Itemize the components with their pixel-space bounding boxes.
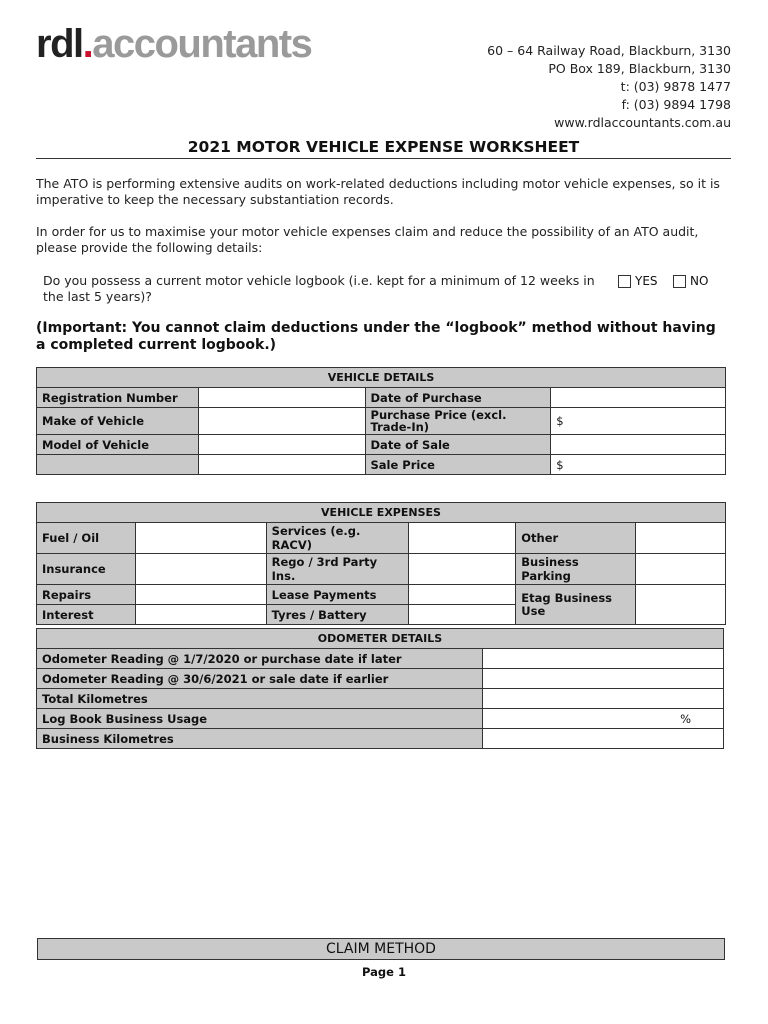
page-number: Page 1: [362, 965, 406, 979]
purchase-price-currency: $: [556, 414, 564, 428]
business-kilometres-field[interactable]: [483, 729, 724, 749]
model-of-vehicle-field[interactable]: [198, 435, 365, 455]
sale-price-label: Sale Price: [365, 455, 551, 475]
services-label: Services (e.g. RACV): [266, 523, 408, 554]
sale-price-field[interactable]: [551, 455, 726, 475]
make-of-vehicle-field[interactable]: [198, 408, 365, 435]
important-note: (Important: You cannot claim deductions under the “logbook” method without having a completed current logbook.): [36, 320, 716, 353]
sale-price-currency: $: [556, 457, 564, 472]
yes-label: YES: [635, 274, 658, 288]
lease-payments-field[interactable]: [408, 585, 516, 605]
registration-number-label: Registration Number: [37, 388, 199, 408]
registration-number-field[interactable]: [198, 388, 365, 408]
odometer-details-header: ODOMETER DETAILS: [37, 629, 724, 649]
intro-paragraph-2: In order for us to maximise your motor vehicle expenses claim and reduce the possibility of an ATO audit, please provide the following details:: [36, 224, 699, 255]
address-line-street: 60 – 64 Railway Road, Blackburn, 3130: [487, 43, 731, 58]
services-field[interactable]: [408, 523, 516, 554]
logbook-question: Do you possess a current motor vehicle logbook (i.e. kept for a minimum of 12 weeks in the last 5 years)?: [43, 273, 595, 304]
logbook-yes-checkbox[interactable]: [618, 274, 658, 288]
address-fax: f: (03) 9894 1798: [621, 97, 731, 112]
business-parking-label: Business Parking: [516, 554, 636, 585]
vehicle-details-header: VEHICLE DETAILS: [37, 368, 726, 388]
blank-label-cell: [37, 455, 199, 475]
fuel-oil-label: Fuel / Oil: [37, 523, 136, 554]
model-of-vehicle-label: Model of Vehicle: [37, 435, 199, 455]
address-phone: t: (03) 9878 1477: [620, 79, 731, 94]
date-of-purchase-field[interactable]: [551, 388, 726, 408]
insurance-field[interactable]: [135, 554, 266, 585]
fuel-oil-field[interactable]: [135, 523, 266, 554]
logo-dot: .: [82, 22, 93, 66]
vehicle-expenses-table: [36, 502, 726, 625]
date-of-purchase-label: Date of Purchase: [365, 388, 551, 408]
checkbox-box-icon[interactable]: [618, 275, 631, 288]
claim-method-header: CLAIM METHOD: [37, 938, 725, 960]
total-kilometres-field[interactable]: [483, 689, 724, 709]
company-logo: [36, 24, 311, 64]
make-of-vehicle-label: Make of Vehicle: [37, 408, 199, 435]
etag-business-use-label: Etag Business Use: [516, 585, 636, 625]
tyres-battery-field[interactable]: [408, 605, 516, 625]
total-kilometres-label: Total Kilometres: [37, 689, 483, 709]
interest-field[interactable]: [135, 605, 266, 625]
purchase-price-label: Purchase Price (excl. Trade-In): [365, 408, 551, 435]
insurance-label: Insurance: [37, 554, 136, 585]
address-line-pobox: PO Box 189, Blackburn, 3130: [548, 61, 731, 76]
logo-text-rdl: rdl: [36, 22, 83, 66]
odometer-end-label: Odometer Reading @ 30/6/2021 or sale date if earlier: [37, 669, 483, 689]
interest-label: Interest: [37, 605, 136, 625]
address-website[interactable]: www.rdlaccountants.com.au: [554, 115, 731, 130]
checkbox-box-icon[interactable]: [673, 275, 686, 288]
blank-field[interactable]: [198, 455, 365, 475]
rego-field[interactable]: [408, 554, 516, 585]
logbook-no-checkbox[interactable]: [673, 274, 708, 288]
business-parking-field[interactable]: [636, 554, 726, 585]
repairs-field[interactable]: [135, 585, 266, 605]
no-label: NO: [690, 274, 709, 288]
lease-payments-label: Lease Payments: [266, 585, 408, 605]
date-of-sale-label: Date of Sale: [365, 435, 551, 455]
repairs-label: Repairs: [37, 585, 136, 605]
intro-paragraph-1: The ATO is performing extensive audits on work-related deductions including motor vehicle expenses, so it is imperative to keep the necessary substantiation records.: [36, 176, 720, 207]
logbook-usage-label: Log Book Business Usage: [37, 709, 483, 729]
rego-label: Rego / 3rd Party Ins.: [266, 554, 408, 585]
title-divider: [36, 158, 731, 159]
purchase-price-field[interactable]: [551, 408, 726, 435]
logbook-usage-field[interactable]: [483, 709, 724, 729]
logo-text-accountants: accountants: [92, 22, 312, 66]
vehicle-details-table: [36, 367, 726, 475]
company-address: [487, 42, 731, 132]
odometer-start-field[interactable]: [483, 649, 724, 669]
percent-sign: %: [680, 711, 691, 726]
vehicle-expenses-header: VEHICLE EXPENSES: [37, 503, 726, 523]
odometer-end-field[interactable]: [483, 669, 724, 689]
other-label: Other: [516, 523, 636, 554]
business-kilometres-label: Business Kilometres: [37, 729, 483, 749]
odometer-details-table: [36, 628, 724, 749]
odometer-start-label: Odometer Reading @ 1/7/2020 or purchase date if later: [37, 649, 483, 669]
date-of-sale-field[interactable]: [551, 435, 726, 455]
tyres-battery-label: Tyres / Battery: [266, 605, 408, 625]
page-title: 2021 MOTOR VEHICLE EXPENSE WORKSHEET: [187, 138, 580, 156]
etag-business-use-field[interactable]: [636, 585, 726, 625]
other-field[interactable]: [636, 523, 726, 554]
